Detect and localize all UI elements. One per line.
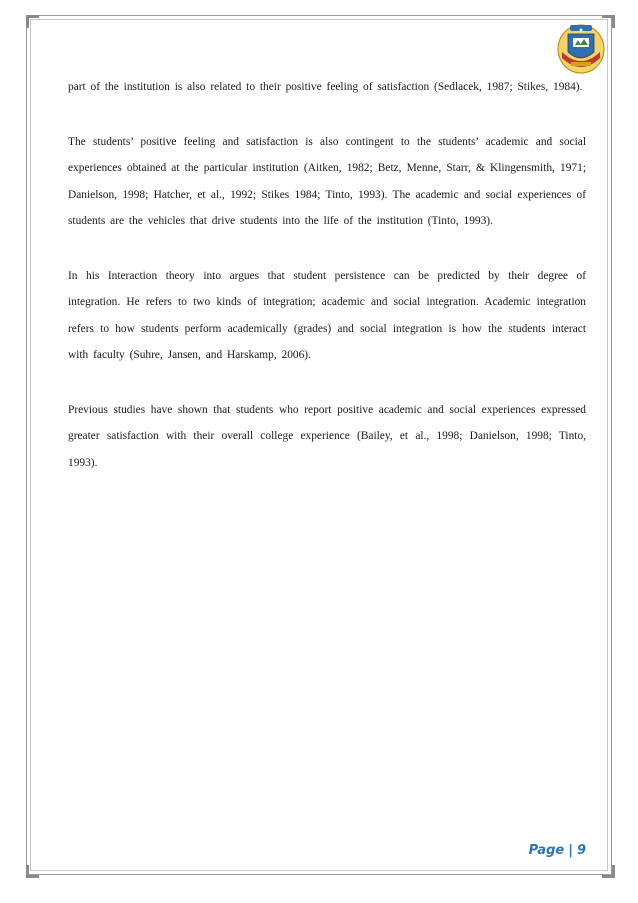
paragraph-4: Previous studies have shown that students who report positive academic and social experiences expressed greater satisfaction with their overall college experience (Bailey, et al., 1998; Danielson, 1998; Tinto, 1993).	[68, 403, 586, 469]
page-separator: |	[568, 843, 573, 858]
paragraph-3: In his Interaction theory into argues that student persistence can be predicted by their degree of integration. He refers to two kinds of integration; academic and social integration. Academic integration refers to how students perform academically (grades) and social integration is how the students interact with faculty (Suhre, Jansen, and Harskamp, 2006).	[68, 269, 586, 361]
document-body	[68, 74, 586, 504]
page-label: Page	[528, 843, 565, 858]
border-corner-bottom-right	[602, 865, 615, 878]
paragraph-2: The students’ positive feeling and satisfaction is also contingent to the students’ academic and social experiences obtained at the particular institution (Aitken, 1982; Betz, Menne, Starr, & Klingensmith, 1971; Danielson, 1998; Hatcher, et al., 1992; Stikes 1984; Tinto, 1993). The academic and social experiences of students are the vehicles that drive students into the life of the institution (Tinto, 1993).	[68, 135, 586, 227]
page-number-footer	[529, 843, 586, 858]
border-corner-top-left	[26, 15, 39, 28]
paragraph-1: part of the institution is also related to their positive feeling of satisfaction (Sedlacek, 1987; Stikes, 1984).	[68, 81, 583, 93]
page-number: 9	[576, 843, 586, 858]
university-crest-icon	[556, 22, 606, 74]
border-corner-bottom-left	[26, 865, 39, 878]
